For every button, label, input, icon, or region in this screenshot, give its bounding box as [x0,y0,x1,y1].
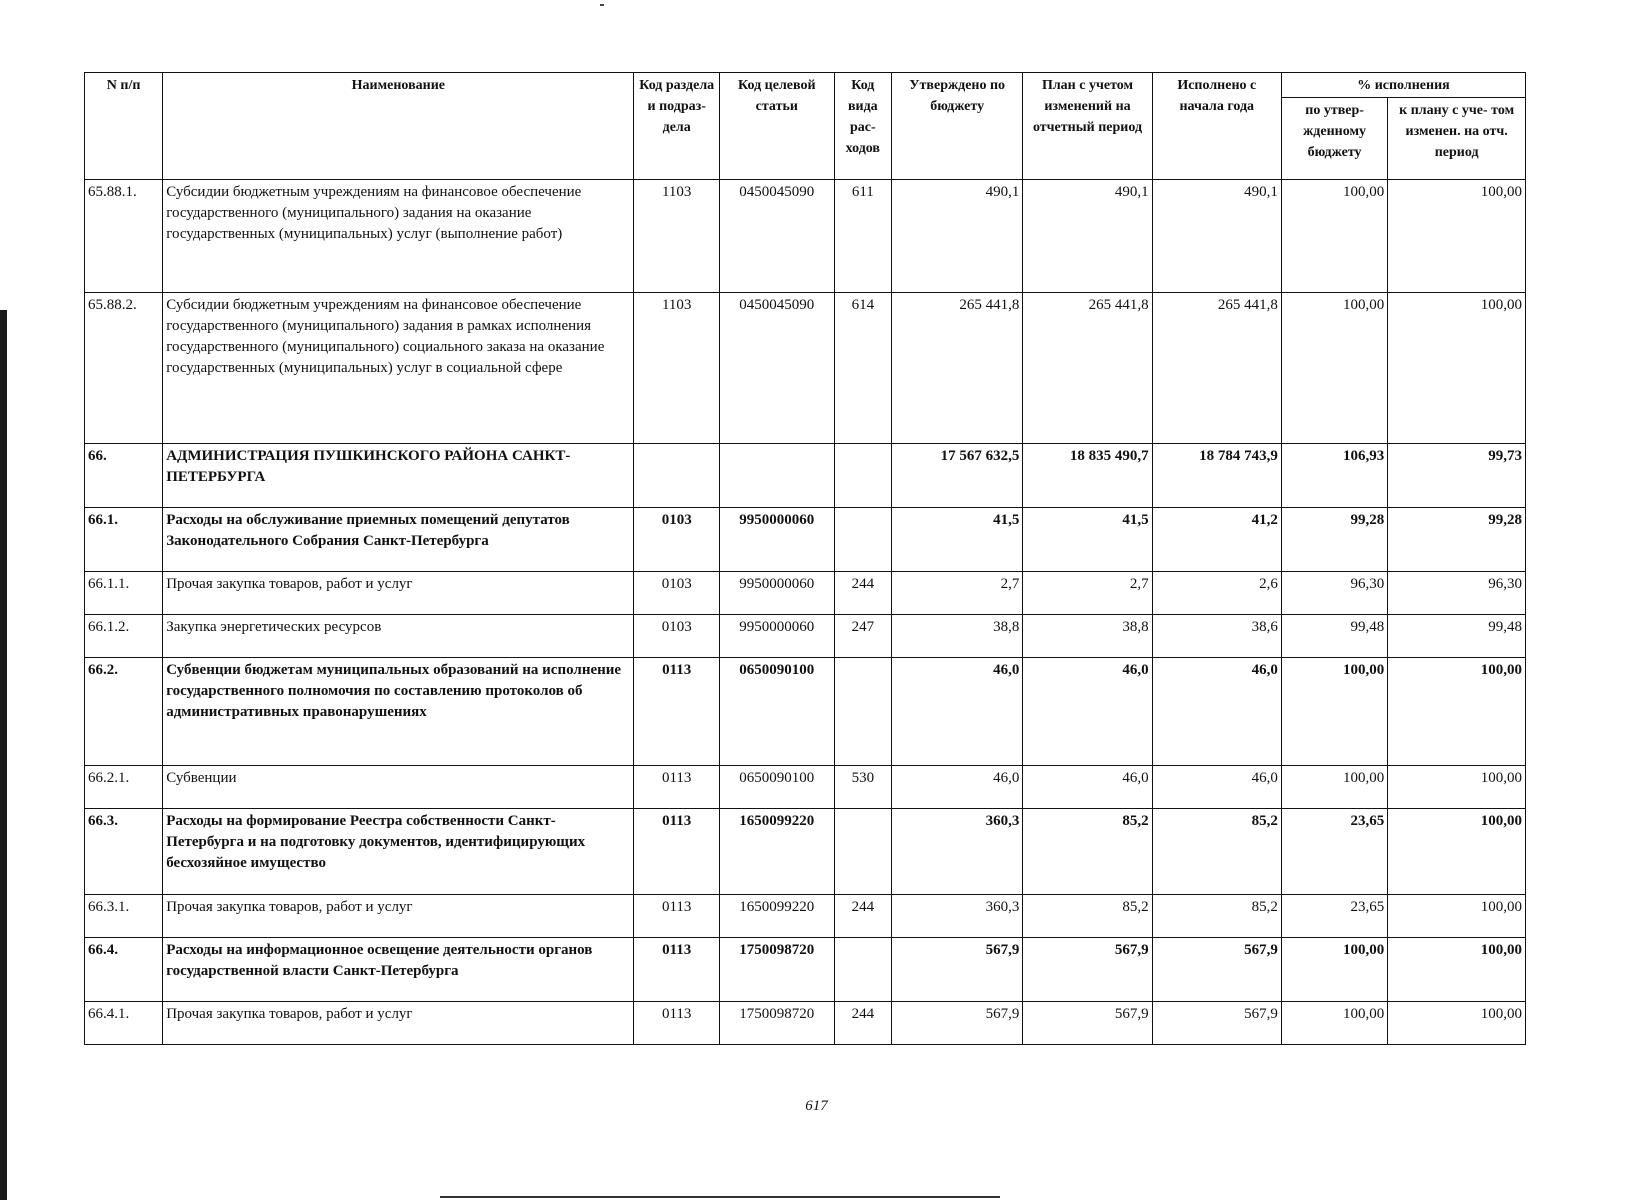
row-name: Прочая закупка товаров, работ и услуг [163,1002,634,1045]
row-percent-budget: 23,65 [1281,895,1387,938]
row-approved: 567,9 [891,1002,1022,1045]
row-section-code: 0103 [634,508,719,572]
row-name: Расходы на обслуживание приемных помещений депутатов Законодательного Собрания Санкт-Петербурга [163,508,634,572]
row-executed: 41,2 [1152,508,1281,572]
table-row [85,895,1526,938]
table-row [85,444,1526,508]
row-number: 66.2.1. [85,766,163,809]
row-target-code: 0650090100 [719,766,834,809]
row-plan: 46,0 [1023,658,1152,766]
row-expense-type-code: 247 [834,615,891,658]
header-name: Наименование [163,73,634,180]
row-executed: 567,9 [1152,1002,1281,1045]
row-percent-plan: 100,00 [1388,938,1526,1002]
row-executed: 85,2 [1152,895,1281,938]
row-approved: 17 567 632,5 [891,444,1022,508]
row-percent-budget: 100,00 [1281,293,1387,444]
row-name: Расходы на формирование Реестра собственности Санкт-Петербурга и на подготовку документов, идентифицирующих бесхозяйное имущество [163,809,634,895]
row-approved: 360,3 [891,809,1022,895]
header-approved: Утверждено по бюджету [891,73,1022,180]
row-number: 66.3. [85,809,163,895]
row-target-code: 0450045090 [719,180,834,293]
row-number: 66.1.2. [85,615,163,658]
row-approved: 41,5 [891,508,1022,572]
row-percent-budget: 99,48 [1281,615,1387,658]
row-section-code: 1103 [634,180,719,293]
row-expense-type-code: 614 [834,293,891,444]
row-number: 66.1. [85,508,163,572]
row-section-code: 0113 [634,658,719,766]
row-executed: 46,0 [1152,658,1281,766]
row-expense-type-code: 611 [834,180,891,293]
row-name: Субвенции бюджетам муниципальных образований на исполнение государственного полномочия по составлению протоколов об административных правонарушениях [163,658,634,766]
row-target-code: 9950000060 [719,508,834,572]
row-percent-budget: 100,00 [1281,1002,1387,1045]
table-row [85,658,1526,766]
row-name: Расходы на информационное освещение деятельности органов государственной власти Санкт-Петербурга [163,938,634,1002]
row-percent-plan: 100,00 [1388,293,1526,444]
row-expense-type-code: 244 [834,572,891,615]
row-approved: 46,0 [891,766,1022,809]
row-section-code: 0103 [634,572,719,615]
row-plan: 46,0 [1023,766,1152,809]
row-number: 66.4. [85,938,163,1002]
row-expense-type-code [834,938,891,1002]
row-percent-plan: 100,00 [1388,1002,1526,1045]
row-name: Прочая закупка товаров, работ и услуг [163,572,634,615]
row-section-code: 0103 [634,615,719,658]
row-approved: 2,7 [891,572,1022,615]
row-percent-budget: 23,65 [1281,809,1387,895]
row-approved: 490,1 [891,180,1022,293]
row-plan: 41,5 [1023,508,1152,572]
row-plan: 490,1 [1023,180,1152,293]
row-percent-plan: 96,30 [1388,572,1526,615]
row-approved: 38,8 [891,615,1022,658]
row-percent-budget: 106,93 [1281,444,1387,508]
row-percent-budget: 99,28 [1281,508,1387,572]
row-plan: 38,8 [1023,615,1152,658]
row-percent-plan: 99,73 [1388,444,1526,508]
table-row [85,615,1526,658]
row-plan: 265 441,8 [1023,293,1152,444]
row-percent-budget: 100,00 [1281,658,1387,766]
row-percent-budget: 100,00 [1281,180,1387,293]
row-name: Субсидии бюджетным учреждениям на финансовое обеспечение государственного (муниципального) задания в рамках исполнения государственного (муниципального) социального заказа на оказание государственных (муниципальных) услуг в социальной сфере [163,293,634,444]
table-row [85,572,1526,615]
row-approved: 360,3 [891,895,1022,938]
row-expense-type-code: 530 [834,766,891,809]
row-name: Прочая закупка товаров, работ и услуг [163,895,634,938]
row-executed: 265 441,8 [1152,293,1281,444]
row-name: АДМИНИСТРАЦИЯ ПУШКИНСКОГО РАЙОНА САНКТ-ПЕТЕРБУРГА [163,444,634,508]
row-name: Субвенции [163,766,634,809]
row-section-code: 0113 [634,895,719,938]
row-number: 65.88.2. [85,293,163,444]
table-row [85,766,1526,809]
row-approved: 567,9 [891,938,1022,1002]
row-section-code: 0113 [634,1002,719,1045]
row-executed: 46,0 [1152,766,1281,809]
row-section-code: 1103 [634,293,719,444]
header-no: N п/п [85,73,163,180]
row-percent-budget: 100,00 [1281,938,1387,1002]
row-percent-plan: 100,00 [1388,895,1526,938]
row-section-code: 0113 [634,938,719,1002]
row-number: 66. [85,444,163,508]
table-row [85,293,1526,444]
row-target-code: 0650090100 [719,658,834,766]
header-plan: План с учетом изменений на отчетный период [1023,73,1152,180]
row-executed: 2,6 [1152,572,1281,615]
row-plan: 85,2 [1023,895,1152,938]
row-target-code: 9950000060 [719,572,834,615]
table-row [85,180,1526,293]
row-executed: 18 784 743,9 [1152,444,1281,508]
row-expense-type-code [834,508,891,572]
row-target-code [719,444,834,508]
header-percent-plan: к плану с уче- том изменен. на отч. период [1388,98,1526,180]
row-target-code: 1650099220 [719,809,834,895]
header-expense-type-code: Код вида рас- ходов [834,73,891,180]
page-number: 617 [805,1098,828,1114]
row-percent-budget: 96,30 [1281,572,1387,615]
row-target-code: 1750098720 [719,1002,834,1045]
scan-page-edge [0,310,7,1200]
row-percent-plan: 100,00 [1388,180,1526,293]
header-row-1 [85,73,1526,98]
row-expense-type-code: 244 [834,1002,891,1045]
row-percent-plan: 100,00 [1388,658,1526,766]
header-section-code: Код раздела и подраз- дела [634,73,719,180]
row-section-code: 0113 [634,809,719,895]
row-executed: 38,6 [1152,615,1281,658]
row-executed: 490,1 [1152,180,1281,293]
row-number: 66.3.1. [85,895,163,938]
row-expense-type-code [834,809,891,895]
row-percent-plan: 99,48 [1388,615,1526,658]
row-executed: 567,9 [1152,938,1281,1002]
table-row [85,1002,1526,1045]
row-expense-type-code [834,444,891,508]
row-expense-type-code: 244 [834,895,891,938]
row-target-code: 0450045090 [719,293,834,444]
budget-execution-table [84,72,1526,1045]
bottom-rule [440,1196,1000,1198]
row-name: Субсидии бюджетным учреждениям на финансовое обеспечение государственного (муниципального) задания на оказание государственных (муниципальных) услуг (выполнение работ) [163,180,634,293]
row-executed: 85,2 [1152,809,1281,895]
header-executed: Исполнено с начала года [1152,73,1281,180]
header-percent-group: % исполнения [1281,73,1525,98]
row-plan: 85,2 [1023,809,1152,895]
row-target-code: 1650099220 [719,895,834,938]
header-target-code: Код целевой статьи [719,73,834,180]
row-number: 66.1.1. [85,572,163,615]
row-target-code: 1750098720 [719,938,834,1002]
row-number: 65.88.1. [85,180,163,293]
table-row [85,508,1526,572]
row-approved: 265 441,8 [891,293,1022,444]
row-percent-plan: 100,00 [1388,766,1526,809]
row-target-code: 9950000060 [719,615,834,658]
row-percent-budget: 100,00 [1281,766,1387,809]
row-percent-plan: 99,28 [1388,508,1526,572]
row-plan: 567,9 [1023,938,1152,1002]
row-number: 66.4.1. [85,1002,163,1045]
row-plan: 2,7 [1023,572,1152,615]
scan-mark [600,4,604,6]
row-number: 66.2. [85,658,163,766]
table-row [85,938,1526,1002]
table-row [85,809,1526,895]
row-expense-type-code [834,658,891,766]
row-plan: 567,9 [1023,1002,1152,1045]
row-plan: 18 835 490,7 [1023,444,1152,508]
row-section-code: 0113 [634,766,719,809]
row-section-code [634,444,719,508]
row-name: Закупка энергетических ресурсов [163,615,634,658]
row-approved: 46,0 [891,658,1022,766]
header-percent-budget: по утвер- жденному бюджету [1281,98,1387,180]
row-percent-plan: 100,00 [1388,809,1526,895]
